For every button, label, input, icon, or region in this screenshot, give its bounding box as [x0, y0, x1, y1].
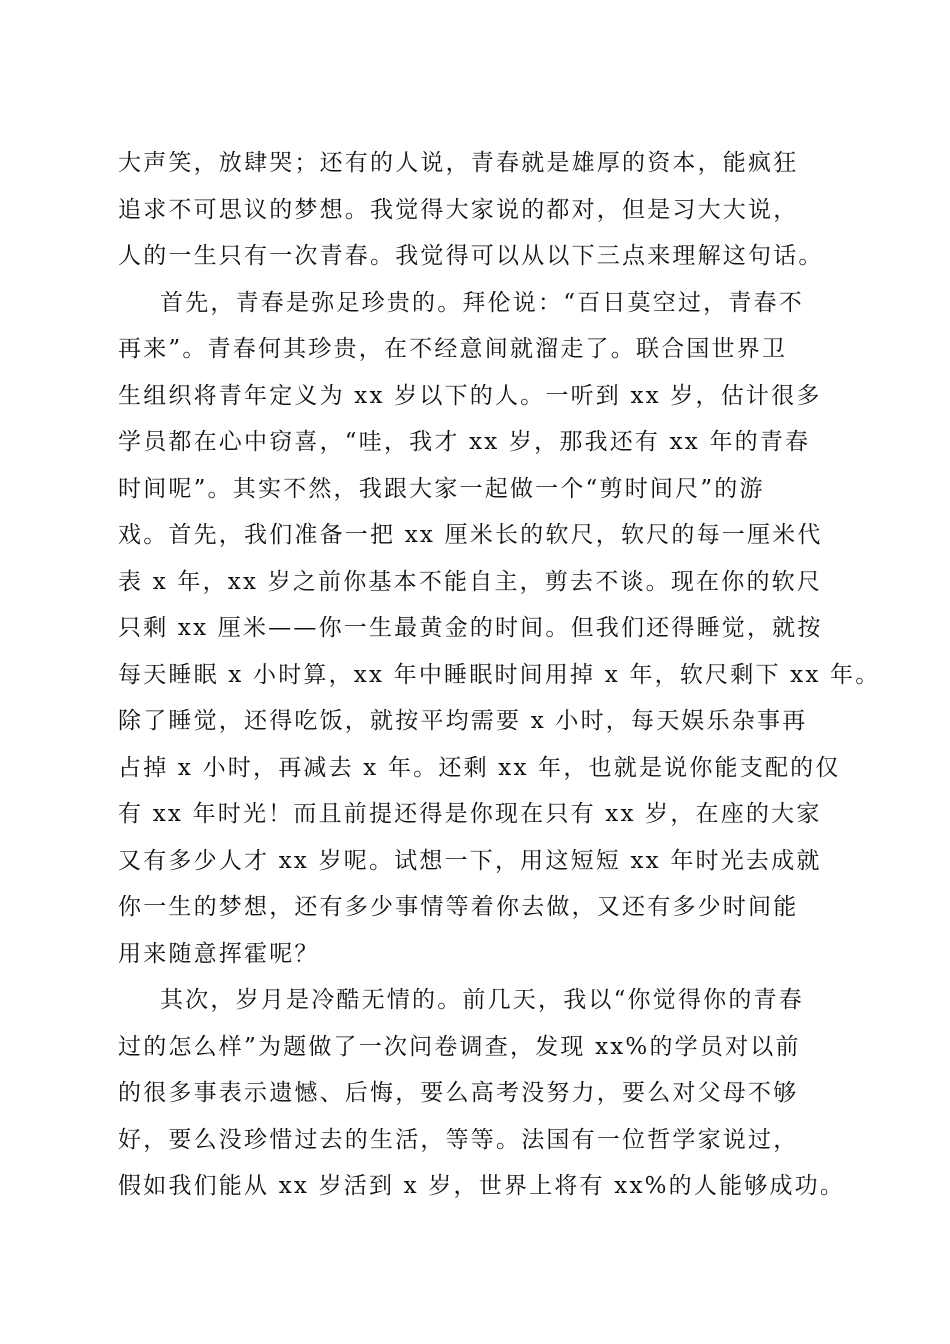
text-line: 假如我们能从 xx 岁活到 x 岁，世界上将有 xx%的人能够成功。 — [118, 1173, 846, 1199]
body-text — [118, 140, 881, 1210]
text-line: 有 xx 年时光！而且前提还得是你现在只有 xx 岁，在座的大家 — [118, 801, 822, 827]
text-line: 追求不可思议的梦想。我觉得大家说的都对，但是习大大说， — [118, 196, 799, 223]
text-line: 学员都在心中窃喜，“哇，我才 xx 岁，那我还有 xx 年的青春 — [118, 429, 811, 455]
text-line: 的很多事表示遗憾、后悔，要么高考没努力，要么对父母不够 — [118, 1080, 799, 1106]
text-line: 时间呢”。其实不然，我跟大家一起做一个“剪时间尺”的游 — [118, 475, 765, 502]
paragraph-first-line: 首先，青春是弥足珍贵的。拜伦说：“百日莫空过，青春不 — [160, 289, 804, 316]
text-line: 每天睡眠 x 小时算，xx 年中睡眠时间用掉 x 年，软尺剩下 xx 年。 — [118, 661, 881, 688]
text-line: 人的一生只有一次青春。我觉得可以从以下三点来理解这句话。 — [118, 243, 824, 269]
text-line: 戏。首先，我们准备一把 xx 厘米长的软尺，软尺的每一厘米代 — [118, 522, 823, 548]
paragraph-first-line: 其次，岁月是冷酷无情的。前几天，我以“你觉得你的青春 — [160, 987, 804, 1013]
text-line: 大声笑，放肆哭；还有的人说，青春就是雄厚的资本，能疯狂 — [118, 150, 799, 176]
text-line: 你一生的梦想，还有多少事情等着你去做，又还有多少时间能 — [118, 894, 799, 920]
text-line: 过的怎么样”为题做了一次问卷调查，发现 xx%的学员对以前 — [118, 1033, 801, 1060]
text-line: 除了睡觉，还得吃饭，就按平均需要 x 小时，每天娱乐杂事再 — [118, 708, 808, 734]
text-line: 又有多少人才 xx 岁呢。试想一下，用这短短 xx 年时光去成就 — [118, 847, 822, 874]
text-line: 生组织将青年定义为 xx 岁以下的人。一听到 xx 岁，估计很多 — [118, 382, 822, 409]
text-line: 表 x 年，xx 岁之前你基本不能自主，剪去不谈。现在你的软尺 — [118, 568, 823, 595]
text-line: 用来随意挥霍呢？ — [118, 940, 320, 967]
text-line: 好，要么没珍惜过去的生活，等等。法国有一位哲学家说过， — [118, 1126, 799, 1153]
text-line: 占掉 x 小时，再减去 x 年。还剩 xx 年，也就是说你能支配的仅 — [118, 754, 841, 781]
text-line: 再来”。青春何其珍贵，在不经意间就溜走了。联合国世界卫 — [118, 336, 788, 362]
text-line: 只剩 xx 厘米——你一生最黄金的时间。但我们还得睡觉，就按 — [118, 615, 823, 641]
